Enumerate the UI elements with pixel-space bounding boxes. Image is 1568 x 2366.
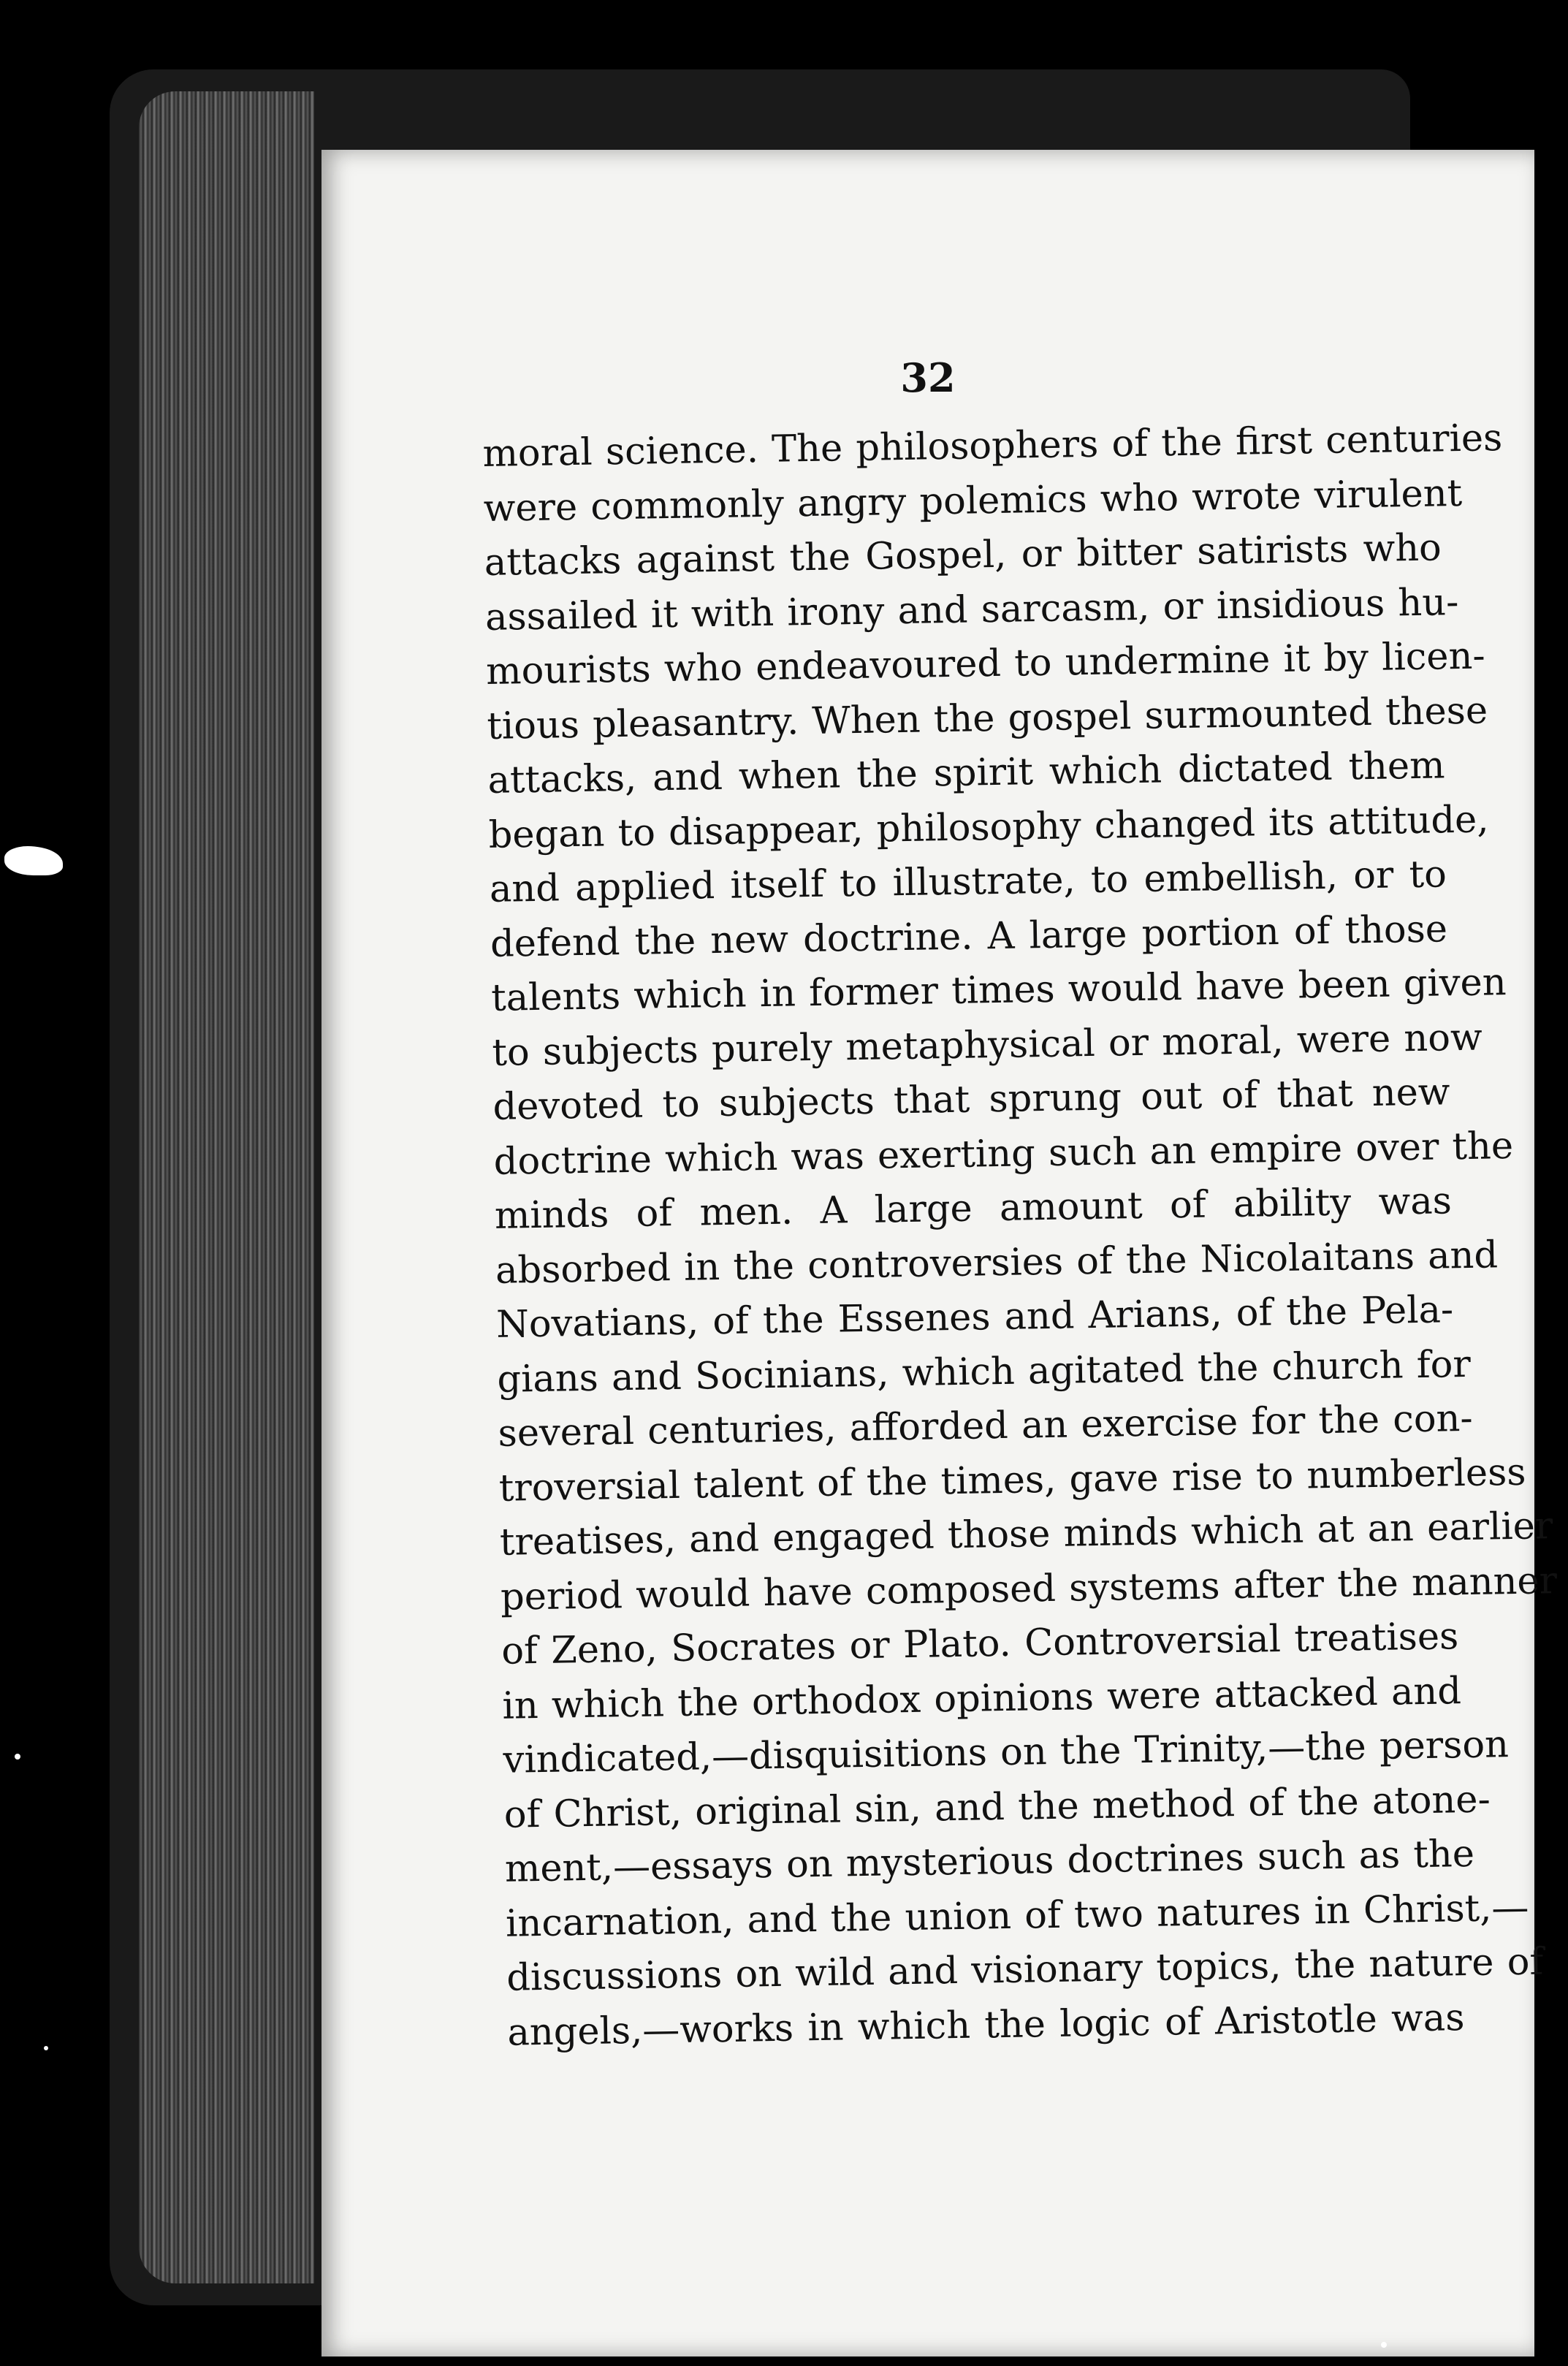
- text-line: minds of men. A large amount of ability was: [494, 1179, 1453, 1238]
- text-line: tious pleasantry. When the gospel surmounted these: [486, 688, 1488, 748]
- text-line: gians and Socinians, which agitated the church for: [497, 1342, 1472, 1401]
- text-line: mourists who endeavoured to undermine it by licen-: [485, 634, 1486, 693]
- text-line: incarnation, and the union of two natures in Christ,—: [505, 1886, 1529, 1946]
- text-line: doctrine which was exerting such an empire over the: [493, 1124, 1514, 1184]
- text-line: attacks, and when the spirit which dictated them: [487, 744, 1445, 802]
- text-line: were commonly angry polemics who wrote virulent: [483, 471, 1463, 530]
- text-line: Novatians, of the Essenes and Arians, of the Pela-: [495, 1288, 1454, 1347]
- text-line: and applied itself to illustrate, to embellish, or to: [489, 853, 1447, 911]
- text-line: defend the new doctrine. A large portion of those: [490, 907, 1448, 966]
- text-line: angels,—works in which the logic of Aristotle was: [507, 1996, 1465, 2055]
- text-line: period would have composed systems after the manner: [500, 1559, 1558, 1619]
- text-line: ment,—essays on mysterious doctrines such as the: [504, 1832, 1475, 1891]
- page: [321, 150, 1558, 2357]
- scan-speck: [15, 1754, 20, 1760]
- scan-speck: [1381, 2342, 1387, 2348]
- text-line: attacks against the Gospel, or bitter satirists who: [484, 526, 1442, 585]
- text-line: several centuries, afforded an exercise for the con-: [498, 1396, 1474, 1456]
- text-line: to subjects purely metaphysical or moral, were now: [491, 1016, 1483, 1075]
- text-line: devoted to subjects that sprung out of that new: [492, 1070, 1450, 1129]
- body-text: [482, 412, 1558, 2297]
- text-line: talents which in former times would have been given: [490, 961, 1507, 1020]
- text-line: began to disappear, philosophy changed its attitude,: [488, 797, 1489, 857]
- scan-speck: [4, 846, 63, 875]
- text-line: vindicated,—disquisitions on the Trinity,—the person: [503, 1723, 1510, 1782]
- page-edges: [139, 91, 314, 2283]
- text-line: moral science. The philosophers of the first centuries: [482, 416, 1503, 476]
- book-scan: [110, 69, 1558, 2305]
- text-line: troversial talent of the times, gave rise to numberless: [498, 1450, 1526, 1510]
- text-line: assailed it with irony and sarcasm, or insidious hu-: [484, 580, 1459, 639]
- text-line: of Zeno, Socrates or Plato. Controversial treatises: [501, 1615, 1459, 1673]
- text-line: absorbed in the controversies of the Nicolaitans and: [495, 1233, 1499, 1293]
- text-line: discussions on wild and visionary topics, the nature of: [506, 1940, 1544, 2000]
- text-line: in which the orthodox opinions were attacked and: [502, 1669, 1462, 1728]
- text-line: of Christ, original sin, and the method of the atone-: [503, 1778, 1491, 1837]
- text-line: treatises, and engaged those minds which at an earlier: [499, 1505, 1553, 1564]
- page-number: 32: [900, 354, 956, 401]
- scan-speck: [44, 2046, 48, 2050]
